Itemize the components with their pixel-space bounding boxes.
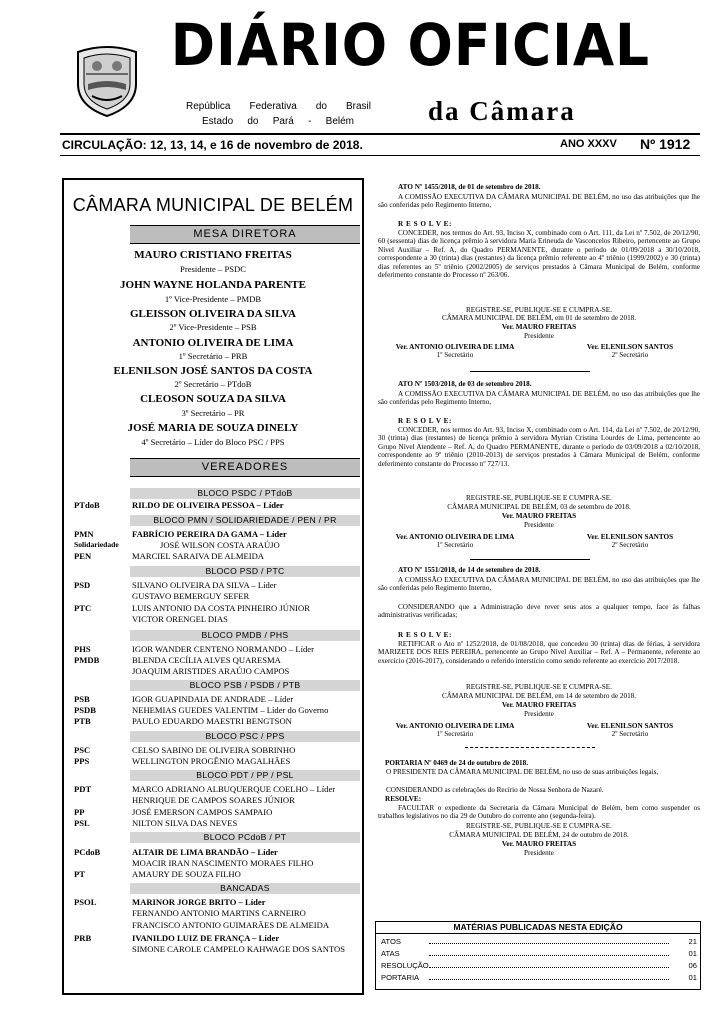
vereador-name: BLENDA CECÍLIA ALVES QUARESMA xyxy=(132,655,281,665)
masthead-title: DIÁRIO OFICIAL xyxy=(170,11,650,79)
mesa-member-name: CLEOSON SOUZA DA SILVA xyxy=(140,393,286,405)
bloco-header: BLOCO PSD / PTC xyxy=(130,566,360,577)
ato-signatory-name: Ver. ELENILSON SANTOS xyxy=(586,343,674,351)
coat-of-arms-icon xyxy=(70,44,144,118)
vereador-party: PSOL xyxy=(74,897,97,907)
ato-signatory-name: Ver. ANTONIO OLIVEIRA DE LIMA xyxy=(395,343,515,351)
masthead-subtitle: da Câmara xyxy=(428,96,576,126)
ato-signatory-role: 1º Secretário xyxy=(436,351,474,359)
vereador-party: Solidariedade xyxy=(74,540,119,549)
ato-registre: REGISTRE-SE, PUBLIQUE-SE E CUMPRA-SE. xyxy=(466,306,612,314)
vereador-party: PDT xyxy=(74,784,92,794)
ato-signatory-name: Ver. ANTONIO OLIVEIRA DE LIMA xyxy=(395,533,515,541)
vereador-party: PEN xyxy=(74,551,92,561)
mesa-member-role: 2º Vice-Presidente – PSB xyxy=(169,322,257,332)
vereador-name: LUIS ANTONIO DA COSTA PINHEIRO JÚNIOR xyxy=(132,603,310,613)
vereador-name: JOSÉ WILSON COSTA ARAÚJO xyxy=(160,540,280,550)
mesa-header: MESA DIRETORA xyxy=(130,225,360,244)
ato-title: ATO Nº 1503/2018, de 03 de setembro 2018. xyxy=(398,380,532,388)
vereador-name: FRANCISCO ANTONIO GUIMARÃES DE ALMEIDA xyxy=(132,920,330,930)
leader-dots xyxy=(429,943,669,944)
vereador-name: GUSTAVO BEMERGUY SEFER xyxy=(132,591,250,601)
bloco-header: BLOCO PSDC / PTdoB xyxy=(130,488,360,499)
vereador-name: MOACIR IRAN NASCIMENTO MORAES FILHO xyxy=(132,858,314,868)
ato-signatory-role: 2º Secretário xyxy=(611,730,649,738)
vereador-name: MARCO ADRIANO ALBUQUERQUE COELHO – Líder xyxy=(132,784,336,794)
materia-label: PORTARIA xyxy=(381,973,420,982)
portaria-considerando: CONSIDERANDO as celebrações do Recírio de Nossa Senhora de Nazaré. xyxy=(386,786,604,794)
ato-intro: A COMISSÃO EXECUTIVA DA CÂMARA MUNICIPAL DE BELÉM, no uso das atribuições que lhe são conferidas pelo Regimento Interno, xyxy=(378,193,700,210)
vereador-party: PTC xyxy=(74,603,92,613)
ato-president-role: Presidente xyxy=(524,710,554,718)
vereador-name: FABRÍCIO PEREIRA DA GAMA – Líder xyxy=(132,529,287,539)
table-row xyxy=(381,972,697,983)
leader-dots xyxy=(429,955,669,956)
ato-president-name: Ver. MAURO FREITAS xyxy=(501,701,577,709)
ano-label: ANO XXXV xyxy=(560,138,617,150)
portaria-registre: REGISTRE-SE, PUBLIQUE-SE E CUMPRA-SE. xyxy=(466,822,612,830)
vereador-party: PSC xyxy=(74,745,91,755)
ato-signatory-role: 1º Secretário xyxy=(436,730,474,738)
materia-label: ATOS xyxy=(381,937,401,946)
vereador-party: PSD xyxy=(74,580,91,590)
ato-signatory-name: Ver. ELENILSON SANTOS xyxy=(586,533,674,541)
ato-resolve: R E S O L V E: xyxy=(398,220,452,228)
ato-signatory-name: Ver. ELENILSON SANTOS xyxy=(586,722,674,730)
vereador-name: PAULO EDUARDO MAESTRI BENGTSON xyxy=(132,716,292,726)
divider xyxy=(470,371,590,372)
ato-resolve: R E S O L V E: xyxy=(398,417,452,425)
vereador-name: IGOR WANDER CENTENO NORMANDO – Líder xyxy=(132,644,314,654)
portaria-title: PORTARIA Nº 0469 de 24 de outubro de 2018. xyxy=(385,759,529,767)
ato-signatory-role: 2º Secretário xyxy=(611,351,649,359)
leader-dots xyxy=(429,967,669,968)
mesa-member-name: ANTONIO OLIVEIRA DE LIMA xyxy=(132,337,294,349)
ato-registre: REGISTRE-SE, PUBLIQUE-SE E CUMPRA-SE. xyxy=(466,494,612,502)
ato-intro: A COMISSÃO EXECUTIVA DA CÂMARA MUNICIPAL DE BELÉM, no uso das atribuições que lhe são conferidas pelo Regimento Interno, xyxy=(378,390,700,407)
vereador-party: PRB xyxy=(74,933,92,943)
estado-line: Estado do Pará - Belém xyxy=(202,116,354,127)
ato-signatory-role: 1º Secretário xyxy=(436,541,474,549)
vereador-name: VICTOR ORENGEL DIAS xyxy=(132,614,228,624)
portaria-president-name: Ver. MAURO FREITAS xyxy=(501,840,577,848)
vereador-party: PMN xyxy=(74,529,94,539)
materia-page: 06 xyxy=(688,961,697,970)
divider xyxy=(60,133,700,135)
bancadas-header: BANCADAS xyxy=(130,883,360,894)
ato-signatory-name: Ver. ANTONIO OLIVEIRA DE LIMA xyxy=(395,722,515,730)
bloco-header: BLOCO PMDB / PHS xyxy=(130,630,360,641)
table-row xyxy=(381,948,697,959)
vereador-name: MARINOR JORGE BRITO – Líder xyxy=(132,897,266,907)
portaria-local: CÂMARA MUNICIPAL DE BELÉM, 24 de outubro de 2018. xyxy=(449,831,629,839)
divider xyxy=(465,747,595,748)
vereador-party: PCdoB xyxy=(74,847,101,857)
ato-title: ATO Nº 1455/2018, de 01 de setembro de 2018. xyxy=(398,183,541,191)
ato-president-role: Presidente xyxy=(524,521,554,529)
ato-president-role: Presidente xyxy=(524,332,554,340)
vereadores-header: VEREADORES xyxy=(130,458,360,477)
mesa-member-name: MAURO CRISTIANO FREITAS xyxy=(134,249,292,261)
ato-registre: REGISTRE-SE, PUBLIQUE-SE E CUMPRA-SE. xyxy=(466,683,612,691)
materia-label: RESOLUÇÃO xyxy=(381,961,429,970)
portaria-body: FACULTAR o expediente da Secretaria da Câmara Municipal de Belém, bem como suspender os trabalhos legislativos no dia 29 de Outubro do corrente ano (segunda-feira). xyxy=(378,804,700,821)
ato-local: CÂMARA MUNICIPAL DE BELÉM, em 01 de setembro de 2018. xyxy=(441,314,637,322)
materia-page: 01 xyxy=(688,949,697,958)
ato-body: CONCEDER, nos termos do Art. 93, Inciso X, combinado com o Art. 114, da Lei nº 7.502, de 20/12/90, 30 (trinta) dias (restantes) de licença prêmio à servidora Myrian Cristina Lourdes de Lima, pertencente ao Grupo Nível Atendente – Ref. A, do Quadro PERMANENTE, durante o período de 03/09/2018 a 02/10/2018, correspondente ao 9º triênio (2010-2013) de serviços prestados à Câmara Municipal de Belém, conforme deferimento constante do Processo nº 727/13. xyxy=(378,426,700,468)
ato-resolve: R E S O L V E: xyxy=(398,631,452,639)
portaria-president-role: Presidente xyxy=(524,849,554,857)
vereador-name: IVANILDO LUIZ DE FRANÇA – Líder xyxy=(132,933,280,943)
materia-label: ATAS xyxy=(381,949,400,958)
portaria-intro: O PRESIDENTE DA CÂMARA MUNICIPAL DE BELÉM, no uso de suas atribuições legais, xyxy=(386,768,659,776)
vereador-party: PTdoB xyxy=(74,500,100,510)
vereador-name: NILTON SILVA DAS NEVES xyxy=(132,818,238,828)
table-row xyxy=(381,936,697,947)
mesa-member-role: 1º Secretário – PRB xyxy=(178,351,248,361)
mesa-member-role: 2º Secretário – PTdoB xyxy=(174,379,252,389)
vereador-party: PMDB xyxy=(74,655,100,665)
ato-title: ATO Nº 1551/2018, de 14 de setembro de 2018. xyxy=(398,566,541,574)
ato-president-name: Ver. MAURO FREITAS xyxy=(501,512,577,520)
circulacao-line: CIRCULAÇÃO: 12, 13, 14, e 16 de novembro de 2018. xyxy=(62,138,363,152)
mesa-member-name: JOHN WAYNE HOLANDA PARENTE xyxy=(120,279,306,291)
vereador-name: HENRIQUE DE CAMPOS SOARES JÚNIOR xyxy=(132,795,295,805)
materias-title: MATÉRIAS PUBLICADAS NESTA EDIÇÃO xyxy=(453,922,623,932)
vereador-name: CELSO SABINO DE OLIVEIRA SOBRINHO xyxy=(132,745,296,755)
vereador-name: ALTAIR DE LIMA BRANDÃO – Líder xyxy=(132,847,278,857)
vereador-name: FERNANDO ANTONIO MARTINS CARNEIRO xyxy=(132,908,306,918)
vereador-name: SILVANO OLIVEIRA DA SILVA – Líder xyxy=(132,580,277,590)
mesa-member-name: ELENILSON JOSÉ SANTOS DA COSTA xyxy=(113,365,313,377)
vereador-party: PSL xyxy=(74,818,90,828)
mesa-member-role: Presidente – PSDC xyxy=(180,264,246,274)
materia-page: 21 xyxy=(688,937,697,946)
vereador-name: MARCIEL SARAIVA DE ALMEIDA xyxy=(132,551,265,561)
camara-title: CÂMARA MUNICIPAL DE BELÉM xyxy=(72,195,354,215)
divider xyxy=(60,155,700,156)
bloco-header: BLOCO PMN / SOLIDARIEDADE / PEN / PR xyxy=(130,515,360,526)
mesa-member-role: 3º Secretário – PR xyxy=(181,408,245,418)
edition-number: Nº 1912 xyxy=(640,136,691,152)
vereador-name: SIMONE CAROLE CAMPELO KAHWAGE DOS SANTOS xyxy=(132,944,346,954)
mesa-member-name: JOSÉ MARIA DE SOUZA DINELY xyxy=(127,422,299,434)
mesa-member-name: GLEISSON OLIVEIRA DA SILVA xyxy=(130,308,296,320)
vereador-party: PHS xyxy=(74,644,91,654)
ato-local: CÂMARA MUNICIPAL DE BELÉM, 03 de setembro de 2018. xyxy=(447,503,631,511)
mesa-member-role: 1º Vice-Presidente – PMDB xyxy=(164,294,262,304)
vereador-party: PT xyxy=(74,869,85,879)
vereador-party: PSDB xyxy=(74,705,96,715)
vereador-name: JOSÉ EMERSON CAMPOS SAMPAIO xyxy=(132,807,273,817)
ato-president-name: Ver. MAURO FREITAS xyxy=(501,323,577,331)
vereador-name: AMAURY DE SOUZA FILHO xyxy=(132,869,241,879)
vereador-name: RILDO DE OLIVEIRA PESSOA – Líder xyxy=(132,500,284,510)
republica-line: República Federativa do Brasil xyxy=(186,101,371,112)
vereador-party: PPS xyxy=(74,756,90,766)
table-row xyxy=(381,960,697,971)
divider xyxy=(470,559,590,560)
divider xyxy=(375,933,701,934)
ato-body: RETIFICAR o Ato nº 1252/2018, de 01/08/2018, que concedeu 30 (trinta) dias de férias, à servidora MARIZETE DOS REIS PEREIRA, pertencente ao Grupo Nível Auxiliar – Ref. A – Permanente, referente ao exercício (2016-2017), considerando o referido interstício como sendo referente ao exercício 2017/2018. xyxy=(378,640,700,665)
ato-signatory-role: 2º Secretário xyxy=(611,541,649,549)
mesa-member-role: 4º Secretário – Líder do Bloco PSC / PPS xyxy=(141,437,285,447)
ato-local: CÂMARA MUNICIPAL DE BELÉM, em 14 de setembro de 2018. xyxy=(441,692,637,700)
vereador-name: WELLINGTON PROGÊNIO MAGALHÃES xyxy=(132,756,291,766)
materia-page: 01 xyxy=(688,973,697,982)
bloco-header: BLOCO PSB / PSDB / PTB xyxy=(130,680,360,691)
ato-body: CONCEDER, nos termos do Art. 93, Inciso X, combinado com o Art. 111, da Lei nº 7.502, de 20/12/90, 60 (sessenta) dias de licença prêmio à servidora Maria Erineuda de Vasconcelos Ribeiro, pertencente ao Grupo Nível Auxiliar – Ref. A, do Quadro PERMANENTE, durante o período de 01/09/2018 a 30/10/2018, correspondente a 30 (trinta) dias (restantes) da licença prêmio referente ao 4º triênio (1999/2002) e 30 (trinta) dias referentes ao 5º triênio (2002/2005) de serviços prestados à Câmara Municipal de Belém, conforme deferimento constante do Processo nº 263/06. xyxy=(378,229,700,280)
vereador-name: JOAQUIM ARISTIDES ARAÚJO CAMPOS xyxy=(132,666,290,676)
bloco-header: BLOCO PCdoB / PT xyxy=(130,832,360,843)
vereador-name: NEHEMIAS GUEDES VALENTIM – Líder do Governo xyxy=(132,705,329,715)
ato-intro: A COMISSÃO EXECUTIVA DA CÂMARA MUNICIPAL DE BELÉM, no uso das atribuições que lhe são conferidas pelo Regimento Interno, xyxy=(378,576,700,593)
vereador-party: PSB xyxy=(74,694,90,704)
bloco-header: BLOCO PDT / PP / PSL xyxy=(130,770,360,781)
leader-dots xyxy=(429,979,669,980)
bloco-header: BLOCO PSC / PPS xyxy=(130,731,360,742)
ato-considerando: CONSIDERANDO que a Administração deve rever seus atos a qualquer tempo, face às falhas administrativas verificadas; xyxy=(378,603,700,620)
vereador-party: PP xyxy=(74,807,85,817)
portaria-resolve: RESOLVE: xyxy=(385,795,422,803)
vereador-name: IGOR GUAPINDAIA DE ANDRADE – Líder xyxy=(132,694,294,704)
vereador-party: PTB xyxy=(74,716,91,726)
